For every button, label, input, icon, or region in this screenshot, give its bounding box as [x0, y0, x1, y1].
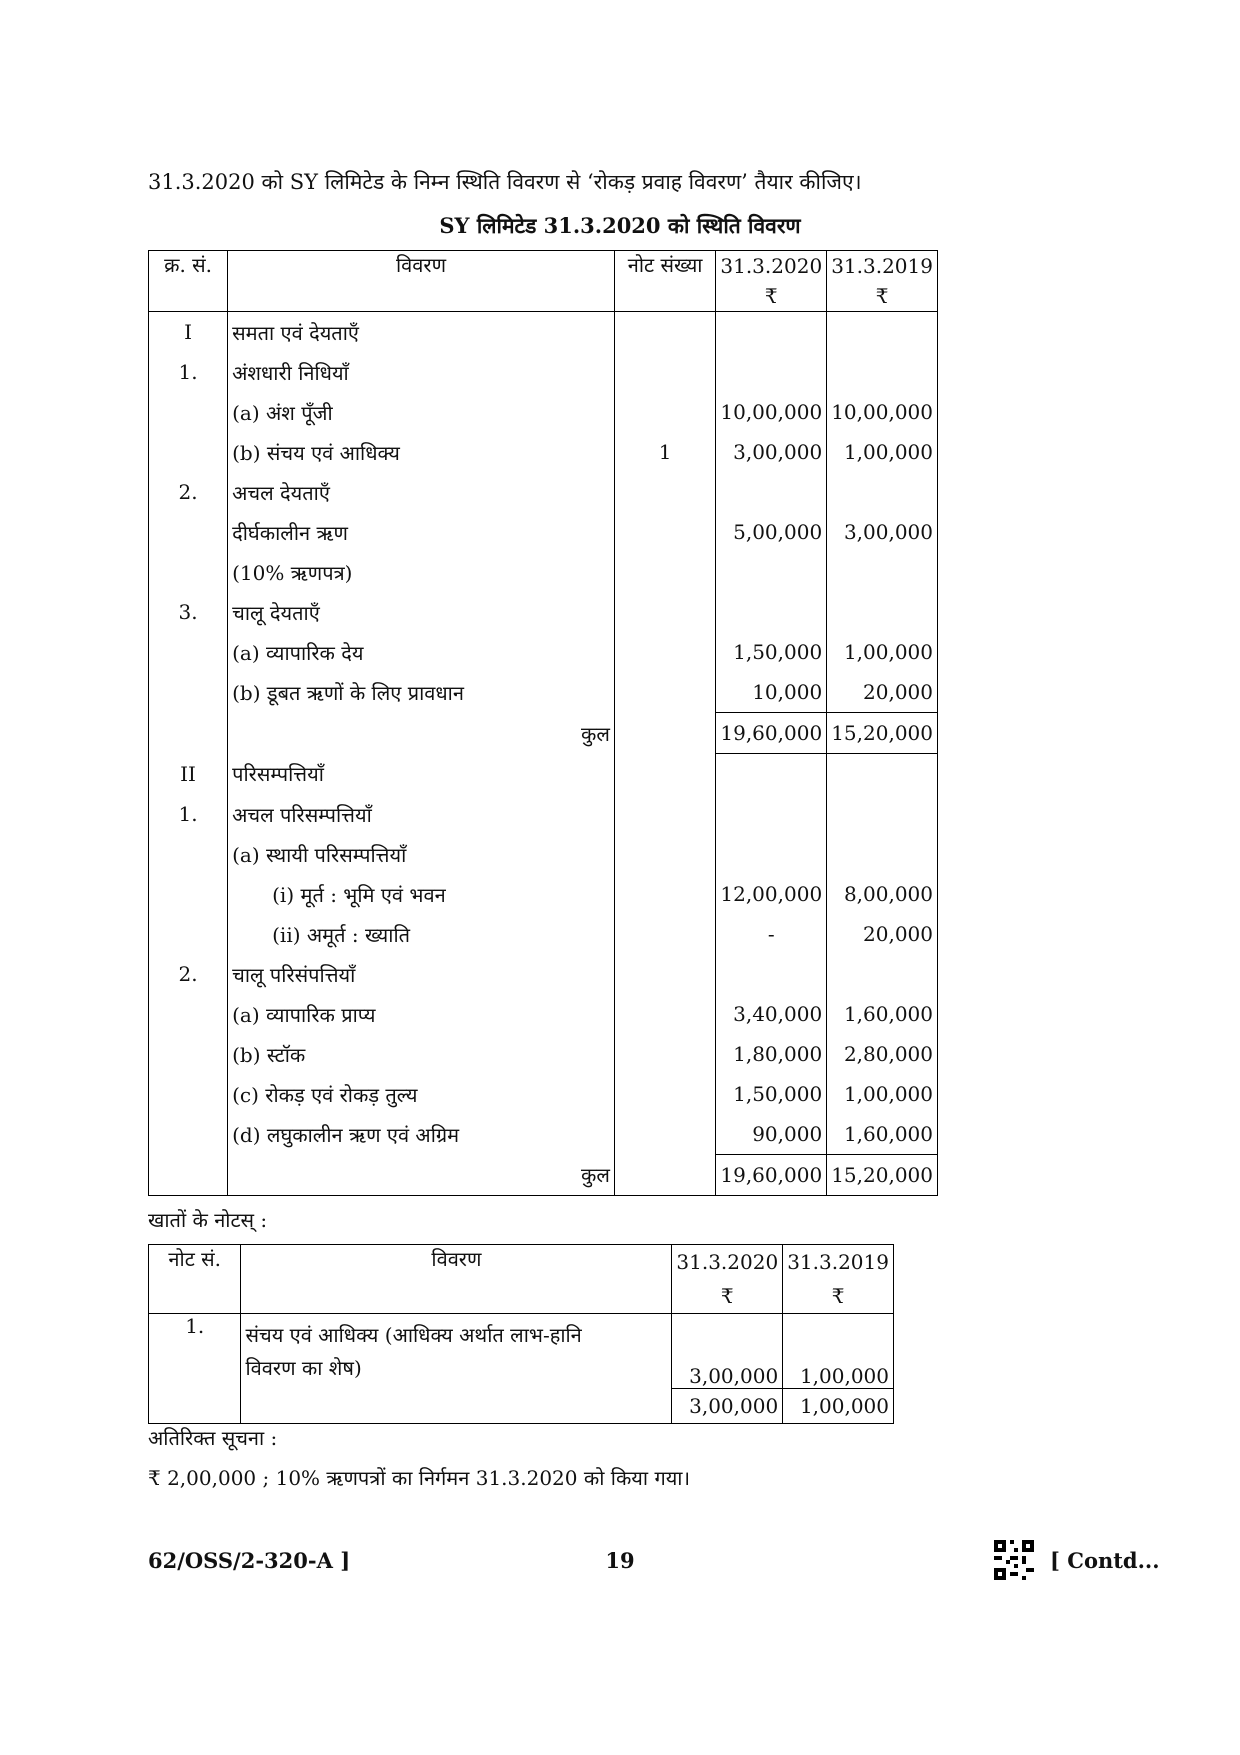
row-2019: 1,00,000 [827, 632, 938, 672]
row-2019: 1,00,000 [827, 1074, 938, 1114]
notes-row-empty [783, 1314, 894, 1355]
table-row [149, 592, 938, 632]
row-2019 [827, 834, 938, 874]
row-note [614, 552, 716, 592]
notes-row-line2: विवरण का शेष) [241, 1354, 672, 1389]
qr-code-icon [994, 1540, 1034, 1580]
row-label: (a) स्थायी परिसम्पत्तियाँ [228, 834, 615, 874]
row-sno [149, 632, 228, 672]
row-sno [149, 1155, 228, 1196]
row-sno [149, 834, 228, 874]
table-row [149, 1354, 894, 1389]
row-sno: 1. [149, 794, 228, 834]
row-2020: 5,00,000 [716, 512, 827, 552]
row-2019 [827, 312, 938, 353]
row-2019: 8,00,000 [827, 874, 938, 914]
header-particulars: विवरण [228, 251, 615, 312]
total-row [149, 713, 938, 754]
row-2020 [716, 954, 827, 994]
row-note [614, 794, 716, 834]
table-row [149, 914, 938, 954]
row-note [614, 472, 716, 512]
total-label: कुल [228, 713, 615, 754]
row-note [614, 352, 716, 392]
row-label: (b) संचय एवं आधिक्य [228, 432, 615, 472]
table-header-row [149, 251, 938, 282]
row-2020: 1,50,000 [716, 1074, 827, 1114]
total-2020: 19,60,000 [716, 1155, 827, 1196]
notes-row-empty [672, 1314, 783, 1355]
row-label: चालू परिसंपत्तियाँ [228, 954, 615, 994]
row-2020 [716, 592, 827, 632]
paper-code: 62/OSS/2-320-A ] [148, 1548, 351, 1573]
row-sno: II [149, 754, 228, 795]
table-row [149, 994, 938, 1034]
notes-row-empty [241, 1389, 672, 1424]
row-note [614, 312, 716, 353]
row-sno [149, 874, 228, 914]
header-sno: क्र. सं. [149, 251, 228, 312]
notes-row-2019: 1,00,000 [783, 1354, 894, 1389]
row-2020 [716, 754, 827, 795]
total-label: कुल [228, 1155, 615, 1196]
table-row [149, 1074, 938, 1114]
row-label: दीर्घकालीन ऋण [228, 512, 615, 552]
notes-currency-2020: ₹ [672, 1279, 783, 1314]
row-note [614, 512, 716, 552]
table-row [149, 1114, 938, 1155]
table-row [149, 754, 938, 795]
row-sno [149, 432, 228, 472]
row-2019 [827, 352, 938, 392]
row-note [614, 914, 716, 954]
total-row [149, 1155, 938, 1196]
row-2019: 20,000 [827, 914, 938, 954]
row-label: (ii) अमूर्त : ख्याति [272, 922, 411, 947]
notes-currency-2019: ₹ [783, 1279, 894, 1314]
row-note [614, 1074, 716, 1114]
table-row [149, 512, 938, 552]
row-2019: 2,80,000 [827, 1034, 938, 1074]
table-row [149, 432, 938, 472]
row-note [614, 392, 716, 432]
row-2019 [827, 592, 938, 632]
row-2020 [716, 834, 827, 874]
row-label-container [228, 914, 615, 954]
row-note [614, 1114, 716, 1155]
row-sno [149, 994, 228, 1034]
row-label: (b) डूबत ऋणों के लिए प्रावधान [228, 672, 615, 713]
row-label: (a) व्यापारिक प्राप्य [228, 994, 615, 1034]
row-sno: I [149, 312, 228, 353]
row-label: परिसम्पत्तियाँ [228, 754, 615, 795]
row-2020: 3,00,000 [716, 432, 827, 472]
balance-sheet-title: SY लिमिटेड 31.3.2020 को स्थिति विवरण [439, 213, 801, 238]
table-row [149, 392, 938, 432]
notes-table [148, 1244, 894, 1424]
row-2019: 20,000 [827, 672, 938, 713]
table-row [149, 552, 938, 592]
row-sno [149, 1034, 228, 1074]
notes-header-particulars: विवरण [241, 1245, 672, 1314]
question-text: 31.3.2020 को SY लिमिटेड के निम्न स्थिति विवरण से ‘रोकड़ प्रवाह विवरण’ तैयार कीजिए। [148, 170, 862, 194]
row-note [614, 592, 716, 632]
total-2020: 19,60,000 [716, 713, 827, 754]
row-2019: 10,00,000 [827, 392, 938, 432]
row-2019: 1,00,000 [827, 432, 938, 472]
row-note: 1 [614, 432, 716, 472]
row-2020 [716, 352, 827, 392]
notes-row-2020: 3,00,000 [672, 1354, 783, 1389]
row-2020: 90,000 [716, 1114, 827, 1155]
row-sno [149, 672, 228, 713]
notes-heading: खातों के नोटस् : [148, 1208, 268, 1232]
notes-header-row [149, 1245, 894, 1280]
notes-header-2020: 31.3.2020 [672, 1245, 783, 1280]
row-2019 [827, 794, 938, 834]
currency-2019: ₹ [827, 281, 938, 312]
row-2019: 3,00,000 [827, 512, 938, 552]
row-sno [149, 1114, 228, 1155]
row-label: समता एवं देयताएँ [228, 312, 615, 353]
notes-row-empty [149, 1354, 241, 1389]
row-label: (d) लघुकालीन ऋण एवं अग्रिम [228, 1114, 615, 1155]
additional-info-text: ₹ 2,00,000 ; 10% ऋणपत्रों का निर्गमन 31.3.2020 को किया गया। [148, 1466, 691, 1490]
row-2020 [716, 312, 827, 353]
row-2019 [827, 472, 938, 512]
row-sno: 1. [149, 352, 228, 392]
row-sno [149, 1074, 228, 1114]
row-label-container [228, 874, 615, 914]
balance-sheet-table [148, 250, 938, 1196]
table-row [149, 672, 938, 713]
table-row [149, 312, 938, 353]
row-label: (i) मूर्त : भूमि एवं भवन [272, 882, 446, 907]
currency-2020: ₹ [716, 281, 827, 312]
table-row [149, 632, 938, 672]
table-row [149, 874, 938, 914]
table-row [149, 1314, 894, 1355]
notes-total-2020: 3,00,000 [672, 1389, 783, 1424]
row-2019: 1,60,000 [827, 1114, 938, 1155]
row-label: (c) रोकड़ एवं रोकड़ तुल्य [228, 1074, 615, 1114]
row-label: (b) स्टॉक [228, 1034, 615, 1074]
row-sno: 3. [149, 592, 228, 632]
row-note [614, 874, 716, 914]
notes-total-2019: 1,00,000 [783, 1389, 894, 1424]
notes-header-2019: 31.3.2019 [783, 1245, 894, 1280]
table-row [149, 954, 938, 994]
table-row [149, 834, 938, 874]
row-2019: 1,60,000 [827, 994, 938, 1034]
continued-label: [ Contd... [1050, 1548, 1160, 1573]
row-note [614, 632, 716, 672]
table-row [149, 794, 938, 834]
row-note [614, 834, 716, 874]
row-label: (a) अंश पूँजी [228, 392, 615, 432]
row-sno [149, 713, 228, 754]
table-row [149, 472, 938, 512]
row-label: (10% ऋणपत्र) [228, 552, 615, 592]
row-2019 [827, 754, 938, 795]
row-2020: 3,40,000 [716, 994, 827, 1034]
row-2020: 1,50,000 [716, 632, 827, 672]
row-2019 [827, 954, 938, 994]
row-note [614, 713, 716, 754]
row-sno [149, 552, 228, 592]
header-2019: 31.3.2019 [827, 251, 938, 282]
row-label: (a) व्यापारिक देय [228, 632, 615, 672]
row-label: चालू देयताएँ [228, 592, 615, 632]
row-sno [149, 914, 228, 954]
row-note [614, 954, 716, 994]
row-note [614, 1034, 716, 1074]
row-2020: - [716, 914, 827, 954]
notes-total-row [149, 1389, 894, 1424]
row-2019 [827, 552, 938, 592]
row-label: अचल देयताएँ [228, 472, 615, 512]
row-2020: 10,000 [716, 672, 827, 713]
header-note: नोट संख्या [614, 251, 716, 312]
row-sno: 2. [149, 954, 228, 994]
page-number: 19 [605, 1548, 635, 1573]
row-note [614, 1155, 716, 1196]
row-2020 [716, 552, 827, 592]
notes-row-empty [149, 1389, 241, 1424]
table-row [149, 1034, 938, 1074]
row-note [614, 754, 716, 795]
row-sno [149, 392, 228, 432]
additional-info-heading: अतिरिक्त सूचना : [148, 1426, 278, 1450]
notes-row-line1: संचय एवं आधिक्य (आधिक्य अर्थात लाभ-हानि [241, 1314, 672, 1355]
row-label: अचल परिसम्पत्तियाँ [228, 794, 615, 834]
notes-header-note: नोट सं. [149, 1245, 241, 1314]
row-note [614, 672, 716, 713]
row-2020: 12,00,000 [716, 874, 827, 914]
row-sno [149, 512, 228, 552]
row-2020: 10,00,000 [716, 392, 827, 432]
row-2020 [716, 794, 827, 834]
row-2020 [716, 472, 827, 512]
total-2019: 15,20,000 [827, 713, 938, 754]
row-sno: 2. [149, 472, 228, 512]
header-2020: 31.3.2020 [716, 251, 827, 282]
notes-row-number: 1. [149, 1314, 241, 1355]
row-note [614, 994, 716, 1034]
row-label: अंशधारी निधियाँ [228, 352, 615, 392]
row-2020: 1,80,000 [716, 1034, 827, 1074]
total-2019: 15,20,000 [827, 1155, 938, 1196]
table-row [149, 352, 938, 392]
